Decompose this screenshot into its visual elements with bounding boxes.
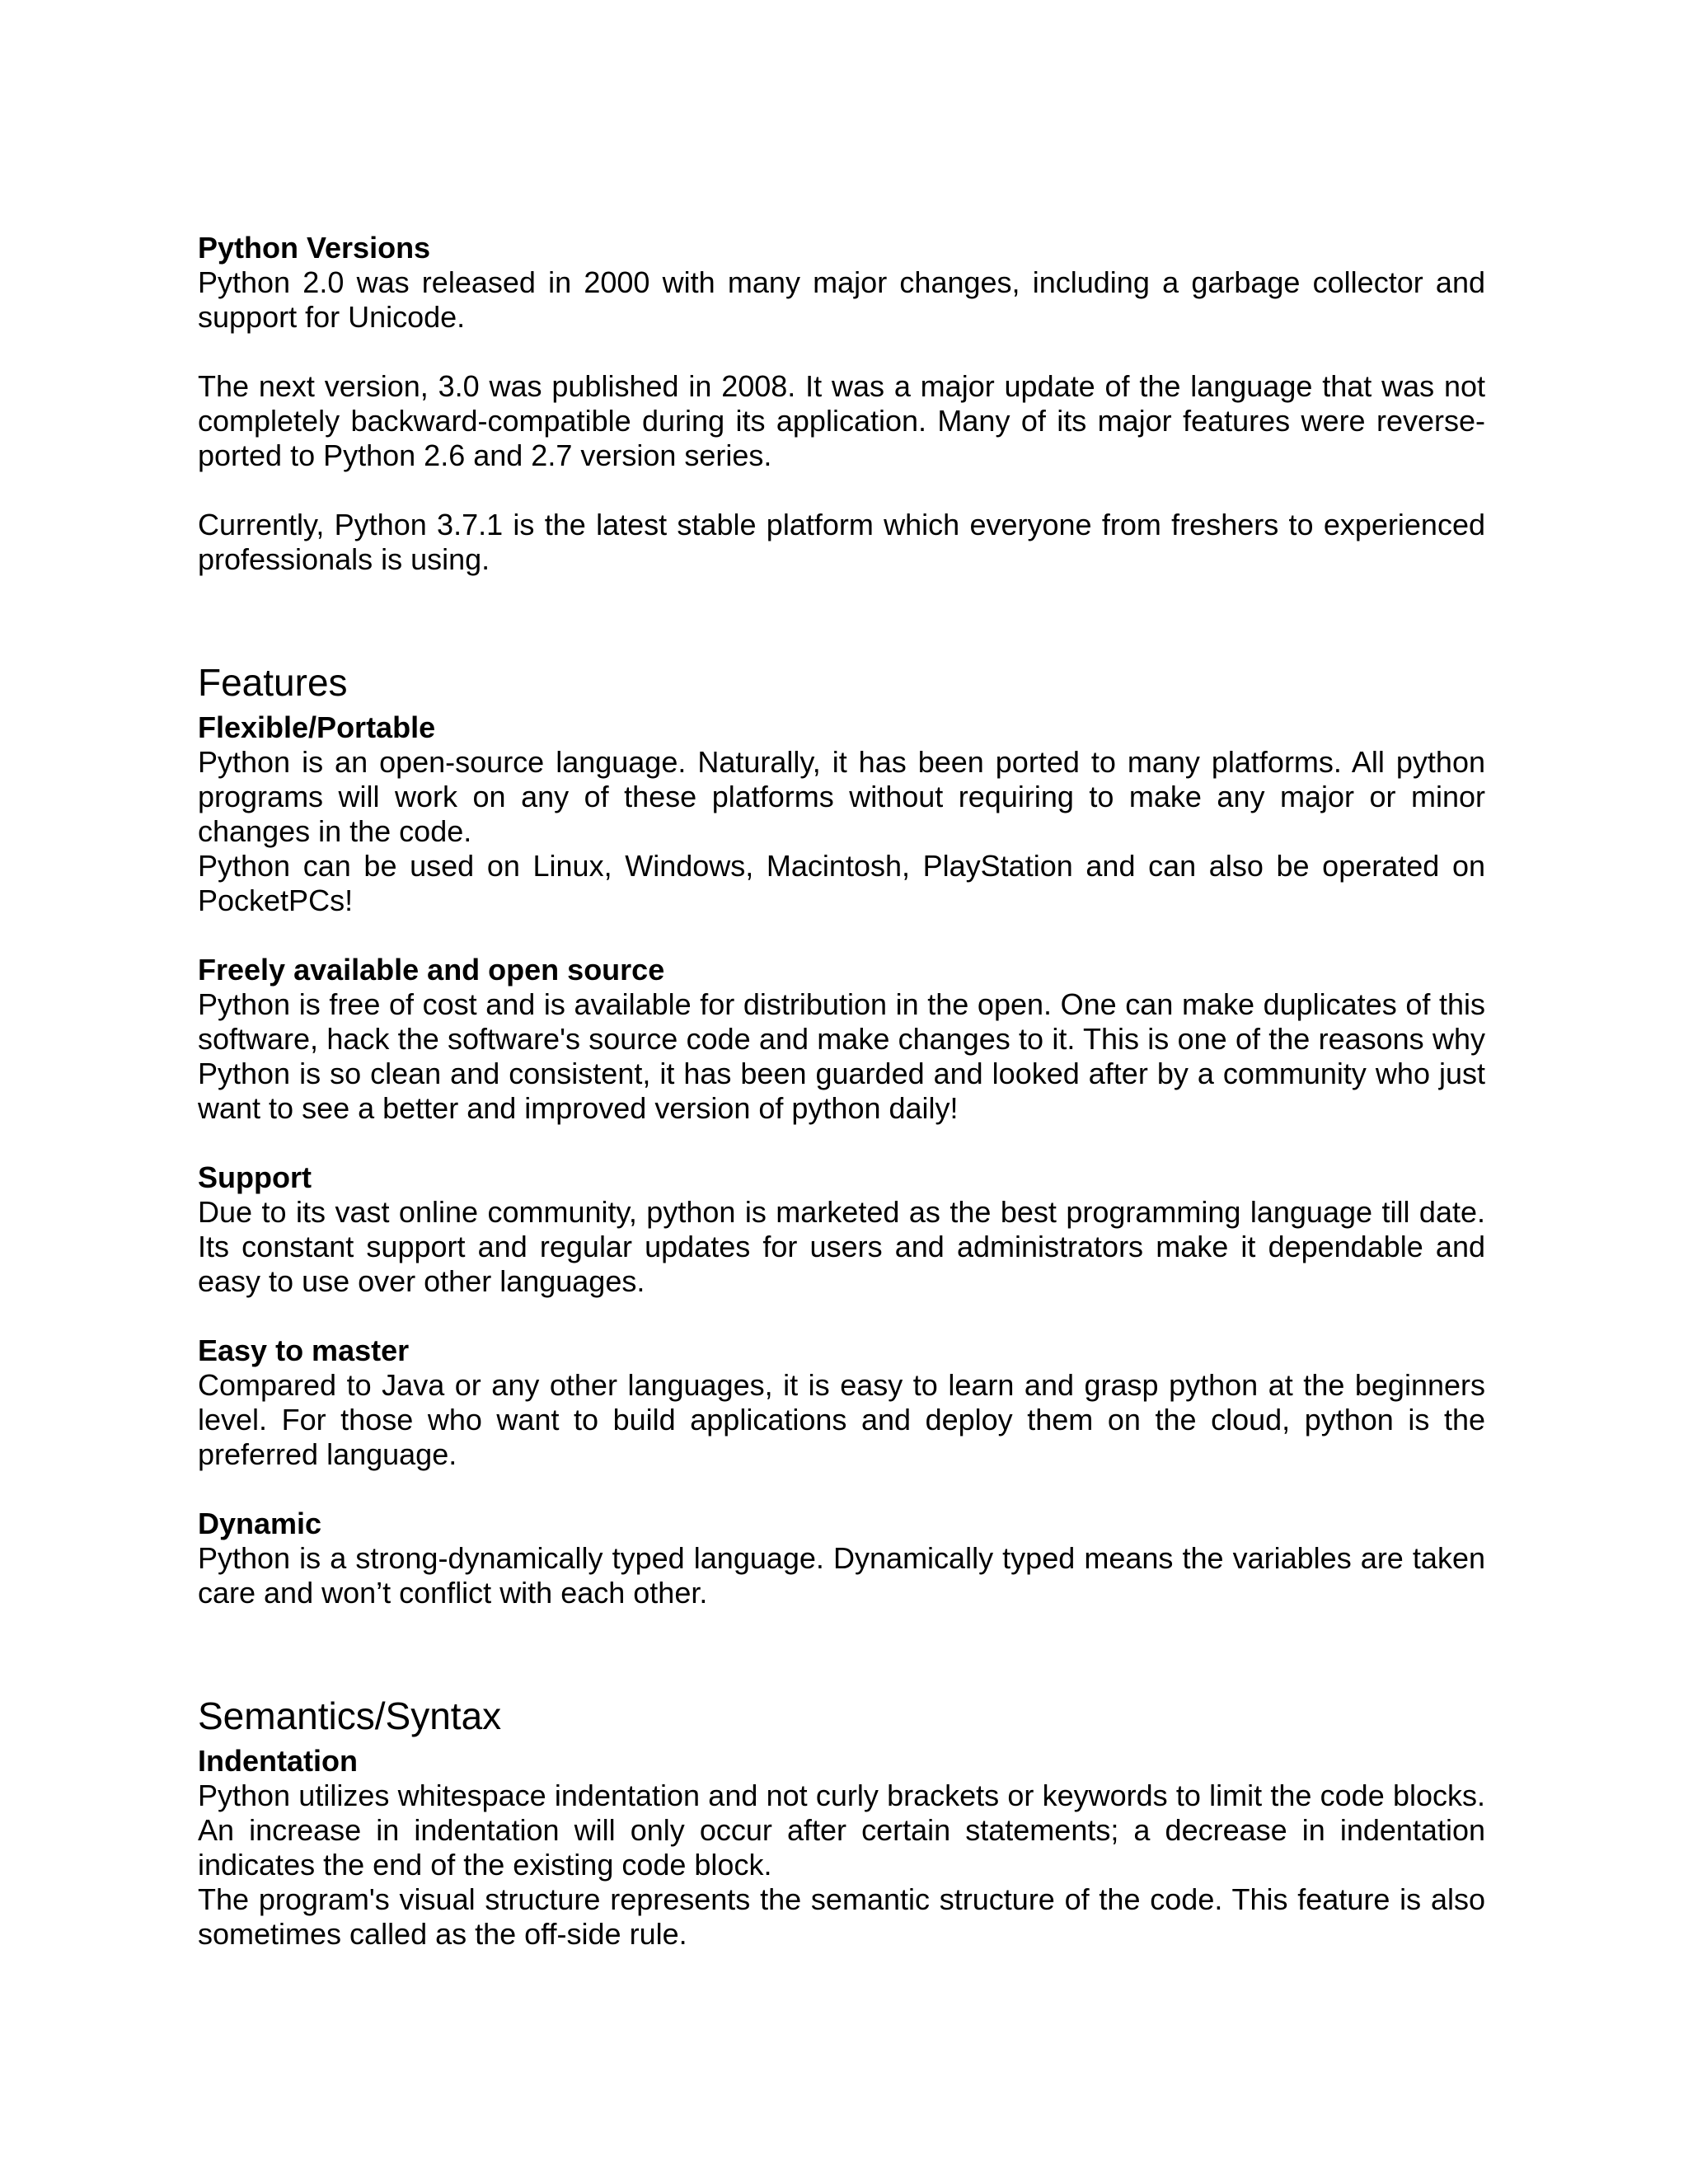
heading-features: Features	[198, 661, 348, 704]
heading-indentation: Indentation	[198, 1744, 358, 1778]
paragraph-python-3: The next version, 3.0 was published in 2008. It was a major update of the language that was not completely backward-compatible during its application. Many of its major features were reverse-ported to Python 2.6 and 2.7 version series.	[198, 369, 1485, 472]
paragraph-python-2: Python 2.0 was released in 2000 with many major changes, including a garbage collector and support for Unicode.	[198, 265, 1485, 334]
paragraph-flexible-1: Python is an open-source language. Naturally, it has been ported to many platforms. All python programs will work on any of these platforms without requiring to make any major or minor changes in the code.	[198, 745, 1485, 848]
heading-dynamic: Dynamic	[198, 1507, 322, 1540]
paragraph-easy: Compared to Java or any other languages, it is easy to learn and grasp python at the beginners level. For those who want to build applications and deploy them on the cloud, python is the preferred language.	[198, 1368, 1485, 1471]
heading-flexible-portable: Flexible/Portable	[198, 710, 436, 744]
heading-python-versions: Python Versions	[198, 231, 431, 265]
document-page	[198, 231, 1485, 1952]
paragraph-dynamic: Python is a strong-dynamically typed language. Dynamically typed means the variables are taken care and won’t conflict with each other.	[198, 1541, 1485, 1610]
heading-semantics-syntax: Semantics/Syntax	[198, 1694, 502, 1737]
heading-free-open-source: Freely available and open source	[198, 953, 665, 987]
paragraph-indentation-2: The program's visual structure represents the semantic structure of the code. This feature is also sometimes called as the off-side rule.	[198, 1882, 1485, 1951]
paragraph-flexible-2: Python can be used on Linux, Windows, Macintosh, PlayStation and can also be operated on PocketPCs!	[198, 849, 1485, 917]
paragraph-free: Python is free of cost and is available for distribution in the open. One can make duplicates of this software, hack the software's source code and make changes to it. This is one of the reasons why Python is so clean and consistent, it has been guarded and looked after by a community who just want to see a better and improved version of python daily!	[198, 987, 1485, 1125]
paragraph-support: Due to its vast online community, python is marketed as the best programming language till date. Its constant support and regular updates for users and administrators make it dependable and easy to use over other languages.	[198, 1195, 1485, 1298]
heading-easy-to-master: Easy to master	[198, 1333, 410, 1367]
paragraph-indentation-1: Python utilizes whitespace indentation and not curly brackets or keywords to limit the code blocks. An increase in indentation will only occur after certain statements; a decrease in indentation indicates the end of the existing code block.	[198, 1779, 1485, 1882]
paragraph-python-current: Currently, Python 3.7.1 is the latest stable platform which everyone from freshers to experienced professionals is using.	[198, 508, 1485, 576]
heading-support: Support	[198, 1160, 312, 1194]
